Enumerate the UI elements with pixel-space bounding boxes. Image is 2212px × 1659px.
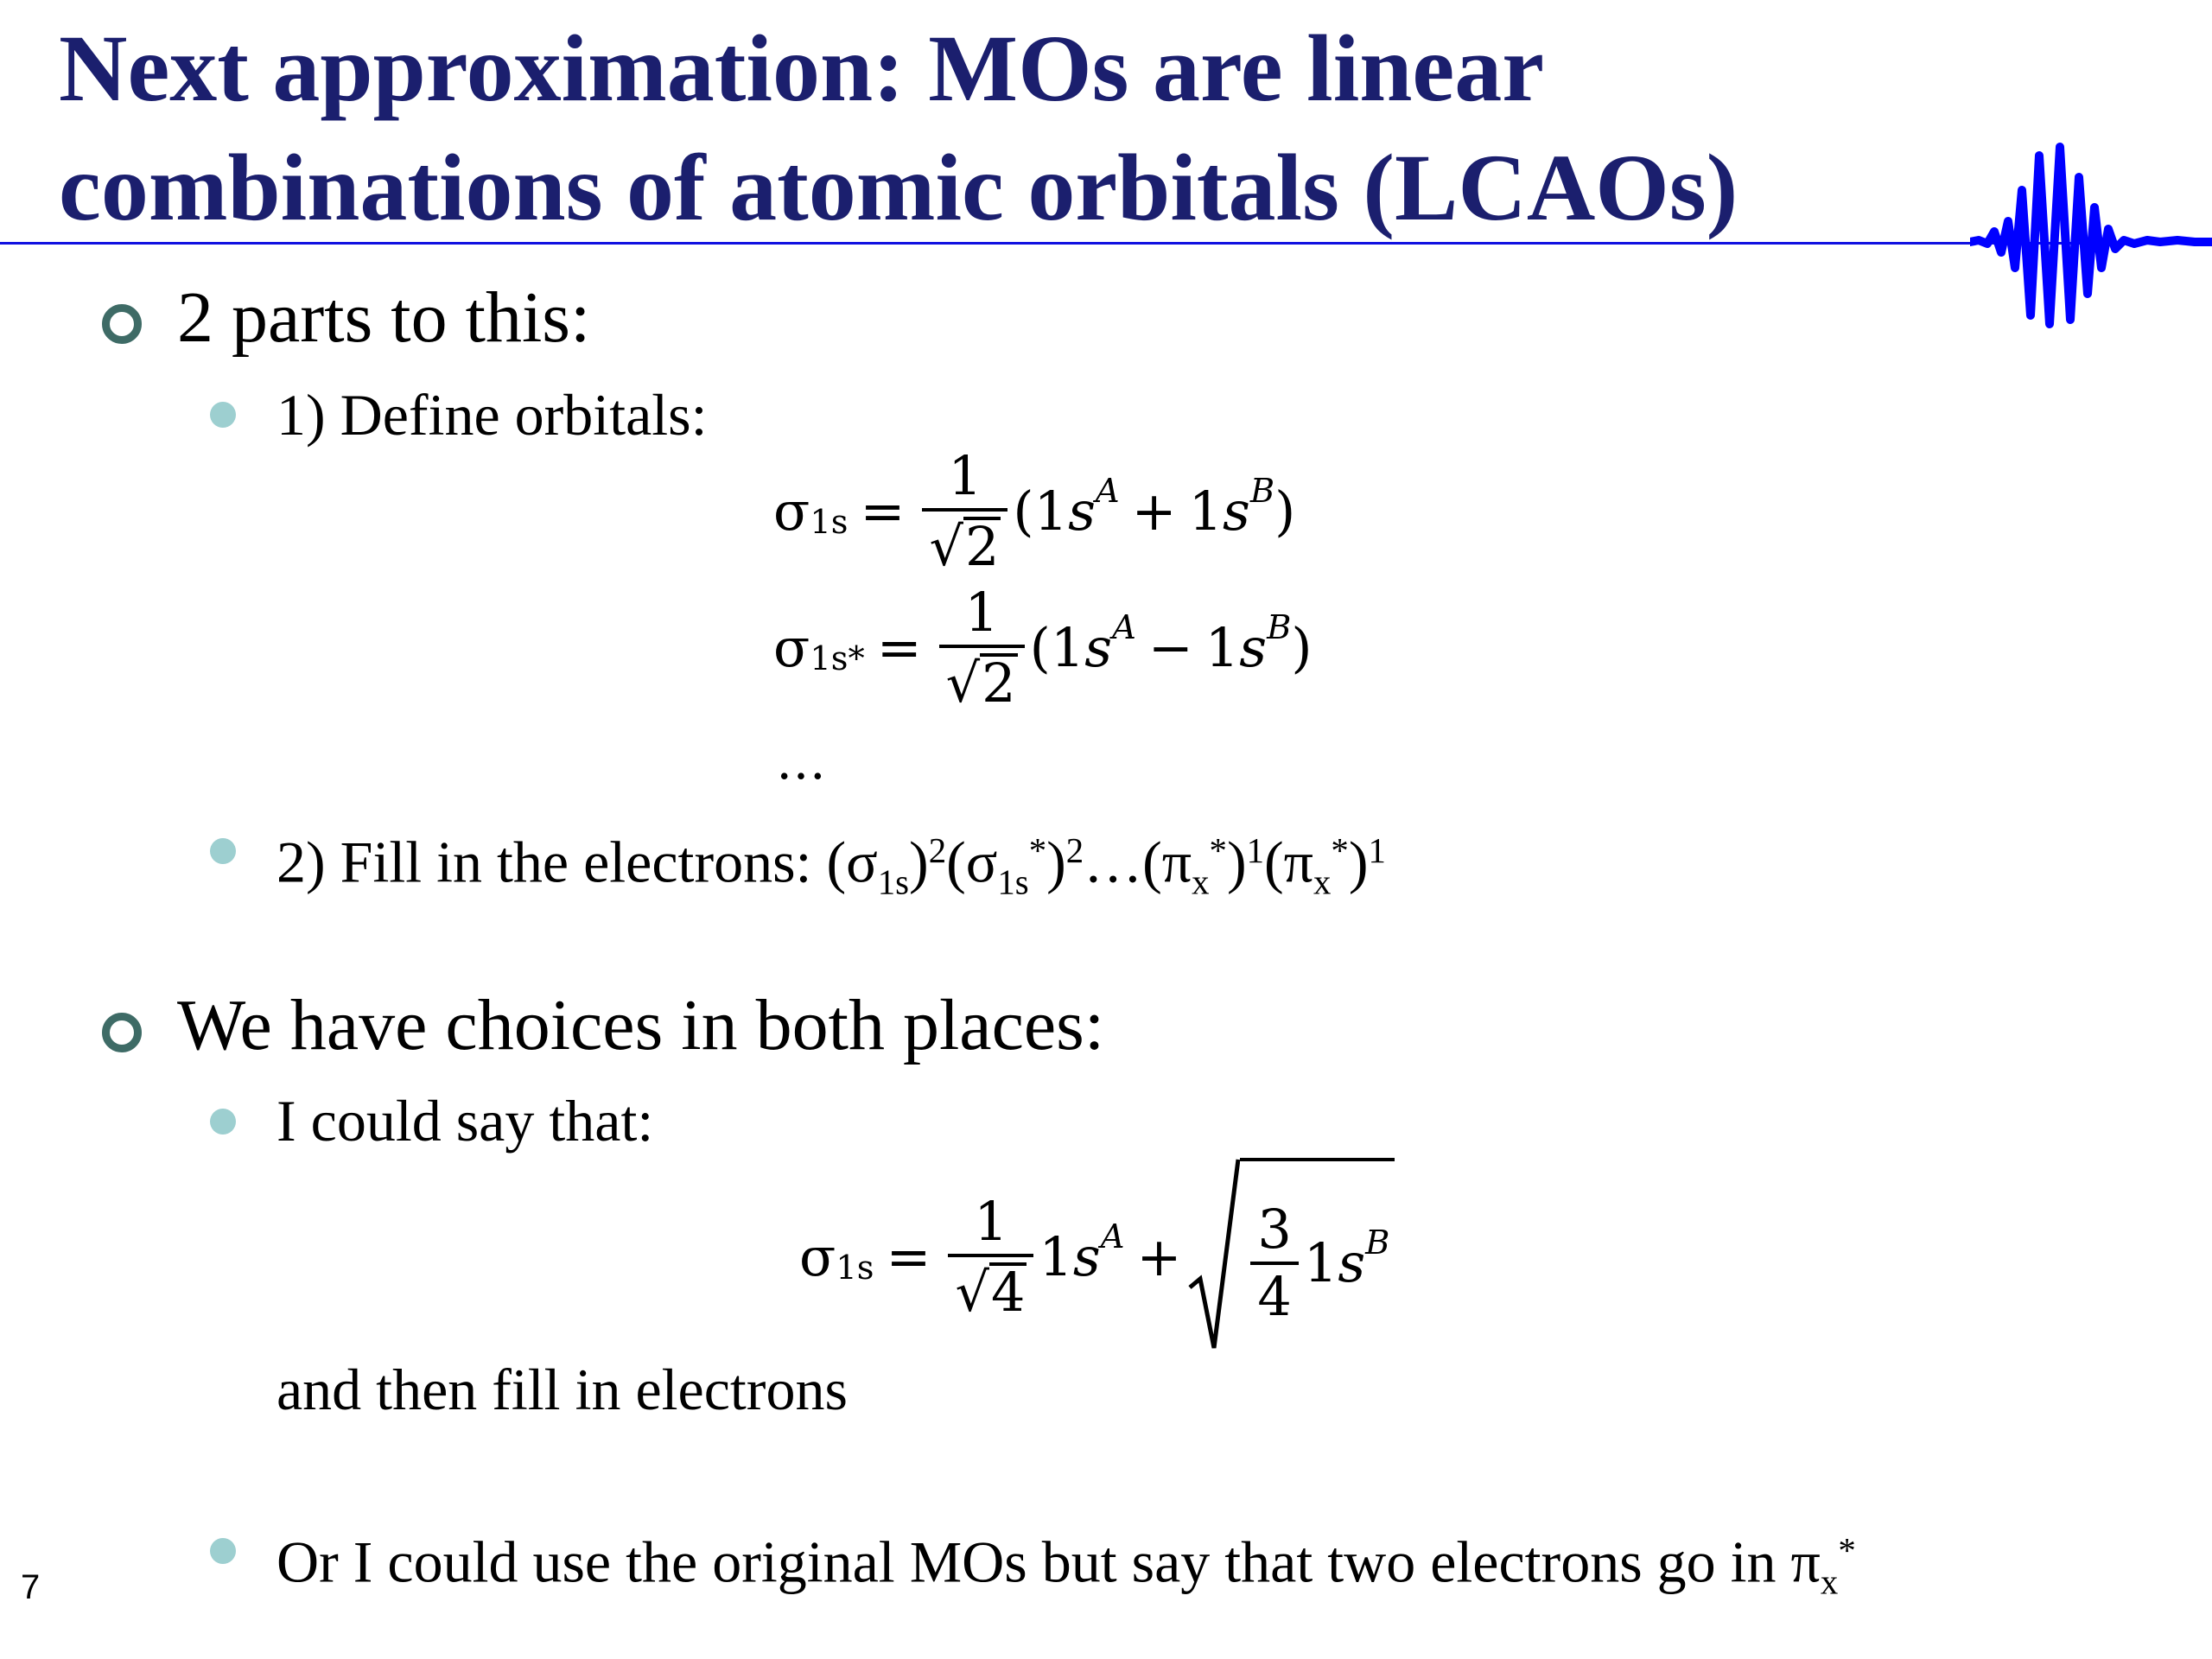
eq3-fraction: 1 √ 4 [948,1195,1033,1319]
ellipsis: … [776,732,826,791]
eq2-supA: A [1112,607,1136,647]
bullet-ring-icon [102,304,142,344]
eq3-inner-fraction [1250,1198,1298,1328]
fill-t6: (π [1264,829,1313,895]
fill-t3: ) [1046,829,1066,895]
original-mos-sup: * [1838,1531,1856,1570]
radical-sign-icon [1188,1158,1240,1357]
eq1-supB: B [1249,471,1275,511]
fill-prefix: 2) Fill in the electrons: (σ [276,829,878,895]
eq3-supA: A [1100,1217,1125,1256]
bullet-choices: We have choices in both places: [177,985,1105,1065]
fill-exp-2: 2 [1065,831,1084,870]
page-number: 7 [21,1568,41,1606]
eq3-lhs: σ [799,1225,836,1288]
eq1-open: (1 [1013,480,1069,543]
eq1-equals: = [860,480,906,543]
eq1-radicand: 2 [964,515,1000,578]
eq2-close: ) [1291,616,1313,679]
eq3-s: s [1072,1225,1101,1288]
fill-sub-1: 1s [877,862,910,902]
bullet-dot-icon [210,838,236,864]
bullet-dot-icon [210,1109,236,1135]
eq2-lhs: σ [773,616,810,679]
equation-sigma-1s [773,444,1296,578]
fill-t7: ) [1348,829,1369,895]
eq1-supA: A [1095,471,1120,511]
eq1-s: s [1068,480,1096,543]
bullet-dot-icon [210,1538,236,1564]
eq1-fraction: 1 √ 2 [922,449,1007,574]
title-line-1: Next approximation: MOs are linear [59,16,1545,121]
eq3-inner-den: 4 [1250,1262,1298,1324]
eq3-op: + [1136,1225,1182,1288]
bullet-define-orbitals: 1) Define orbitals: [276,382,708,448]
eq3-supB: B [1365,1223,1390,1262]
eq3-s2: s [1338,1231,1366,1294]
eq2-s2: s [1239,616,1268,679]
fill-sub-2: 1s [997,862,1029,902]
eq2-fraction: 1 √ 2 [939,586,1025,710]
eq2-mid: 1 [1205,616,1240,679]
eq2-numerator: 1 [964,581,999,644]
eq1-op: + [1131,480,1177,543]
text-fill-electrons: and then fill in electrons [276,1357,848,1422]
fill-t1: ) [909,829,929,895]
fill-t2: (σ [946,829,998,895]
fill-star-2: * [1028,831,1047,870]
eq1-mid: 1 [1188,480,1224,543]
eq1-s2: s [1223,480,1250,543]
eq1-lhs-sub: 1s [810,503,849,543]
fill-sub-4: x [1313,862,1332,902]
fill-sub-3: x [1192,862,1210,902]
eq3-numerator: 1 [974,1190,1008,1253]
eq3-t2: 1 [1303,1231,1338,1294]
eq3-big-sqrt [1188,1158,1395,1357]
fill-t4: …(π [1084,829,1192,895]
fill-exp-4: 1 [1368,831,1386,870]
original-mos-text: Or I could use the original MOs but say that two electrons go in π [276,1529,1821,1595]
fill-t5: ) [1226,829,1247,895]
eq3-t1: 1 [1039,1225,1073,1288]
eq2-s: s [1084,616,1113,679]
title-underline [0,240,2212,247]
eq2-open: (1 [1029,616,1085,679]
eq2-op: − [1147,616,1193,679]
fill-exp-3: 1 [1246,831,1265,870]
original-mos-sub: x [1820,1562,1839,1602]
fill-exp-1: 2 [928,831,947,870]
bullet-could-say: I could say that: [276,1088,654,1154]
eq3-inner-num: 3 [1257,1198,1292,1261]
eq3-equals: = [886,1225,931,1288]
eq3-lhs-sub: 1s [836,1249,874,1288]
bullet-fill-electrons [276,817,1386,918]
fill-star-4: * [1331,831,1349,870]
eq2-supB: B [1267,607,1292,647]
bullet-ring-icon [102,1013,142,1052]
eq2-radicand: 2 [982,652,1016,715]
eq2-equals: = [876,616,922,679]
fill-star-3: * [1209,831,1227,870]
eq1-lhs: σ [773,480,810,543]
bullet-parts: 2 parts to this: [177,277,591,358]
title-line-2: combinations of atomic orbitals (LCAOs) [59,135,1738,240]
eq2-lhs-sub: 1s* [810,639,865,679]
eq3-radicand: 4 [990,1261,1026,1324]
bullet-original-mos [276,1516,1856,1618]
bullet-dot-icon [210,402,236,428]
equation-sigma-1s-alt [799,1158,1395,1357]
eq1-numerator: 1 [948,444,982,507]
slide-title [59,9,1960,247]
equation-sigma-1s-star [773,581,1313,715]
wave-logo-icon [1970,138,2212,337]
eq1-close: ) [1274,480,1296,543]
